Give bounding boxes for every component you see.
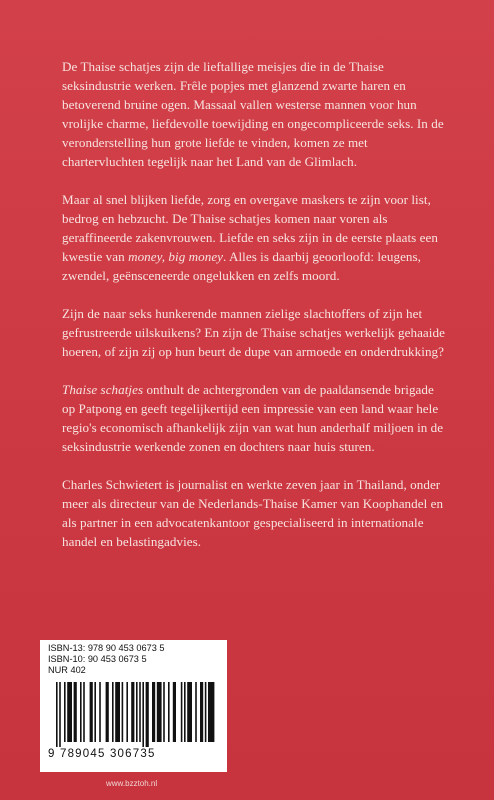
blurb-paragraph-2 — [62, 190, 447, 285]
barcode-bar — [67, 682, 72, 742]
barcode-bar — [195, 682, 197, 742]
barcode-bar — [146, 682, 149, 747]
isbn-13-label: ISBN-13: 978 90 453 0673 5 — [48, 643, 165, 653]
barcode-bar — [157, 682, 162, 742]
barcode-bar — [106, 682, 109, 742]
barcode-bar — [184, 682, 186, 742]
barcode-bar — [208, 682, 214, 742]
publisher-website: www.bzztoh.nl — [106, 779, 158, 788]
barcode-bar — [112, 682, 114, 742]
blurb-paragraph-3: Zijn de naar seks hunkerende mannen zielige slachtoffers of zijn het gefrustreerde uilskuikens? En zijn de Thaise schatjes werkelijk gehaaide hoeren, of zijn zij op hun beurt de dupe van armoede en onderdrukking? — [62, 306, 445, 359]
barcode-bar — [122, 682, 124, 742]
blurb-paragraph-2-end: . Alles is daarbij geoorloofd: leugens, zwendel, geënsceneerde ongelukken en zelfs moord. — [62, 249, 421, 283]
book-title-reference: Thaise schatjes — [62, 382, 144, 397]
barcode-bar — [126, 682, 128, 742]
barcode-bar — [152, 682, 155, 742]
isbn-info — [48, 643, 164, 676]
barcode-bar — [139, 682, 141, 742]
barcode-bar — [168, 682, 170, 742]
blurb-paragraph-4 — [62, 380, 447, 456]
barcode-bar — [136, 682, 138, 742]
barcode-bar — [142, 682, 144, 747]
barcode-bar — [173, 682, 176, 742]
blurb-text — [62, 57, 447, 570]
blurb-paragraph-4-rest: onthult de achtergronden van de paaldansende brigade op Patpong en geeft tegelijkertijd een impressie van een land waar hele regio's economisch afhankelijk zijn van wat hun anderhalf miljoen in de seksindustrie werkende zonen en dochters naar huis sturen. — [62, 382, 444, 454]
barcode-bar — [163, 682, 165, 742]
barcode-bar — [115, 682, 120, 742]
barcode-bar — [59, 682, 61, 747]
blurb-paragraph-2-start: Maar al snel blijken liefde, zorg en overgave maskers te zijn voor list, bedrog en hebzucht. De Thaise schatjes komen naar voren als geraffineerde zakenvrouwen. Liefde en seks zijn in de eerste plaats een kwestie van — [62, 192, 438, 264]
barcode-bar — [99, 682, 101, 742]
barcode-bar — [181, 682, 183, 742]
nur-label: NUR 402 — [48, 665, 86, 675]
barcode-bar — [64, 682, 66, 742]
barcode-bar — [200, 682, 203, 742]
blurb-paragraph-1: De Thaise schatjes zijn de lieftallige meisjes die in de Thaise seksindustrie werken. Frêle popjes met glanzend zwarte haren en betoverend bruine ogen. Massaal vallen westerse mannen voor hun vrolijke charme, liefdevolle toewijding en ongecompliceerde seks. In de veronderstelling hun grote liefde te vinden, komen ze met chartervluchten tegelijk naar het Land van de Glimlach. — [62, 59, 444, 169]
barcode-bar — [94, 682, 96, 742]
barcode-bar — [131, 682, 134, 742]
author-bio: Charles Schwietert is journalist en werkte zeven jaar in Thailand, onder meer als directeur van de Nederlands-Thaise Kamer van Koophandel en als partner in een advocatenkantoor gespecialiseerd in internationale handel en belastingadvies. — [62, 477, 444, 549]
barcode-bar — [90, 682, 93, 742]
barcode-number: 9 789045 306735 — [48, 748, 156, 760]
blurb-emphasis-money: money, big money — [128, 249, 224, 264]
barcode-panel — [40, 640, 227, 772]
barcode-bars — [54, 682, 216, 747]
isbn-10-label: ISBN-10: 90 453 0673 5 — [48, 654, 147, 664]
barcode-bar — [74, 682, 77, 742]
barcode-bar — [80, 682, 82, 742]
barcode-bar — [205, 682, 207, 742]
barcode-bar — [83, 682, 85, 742]
barcode-bar — [187, 682, 192, 742]
barcode-bar — [56, 682, 58, 747]
